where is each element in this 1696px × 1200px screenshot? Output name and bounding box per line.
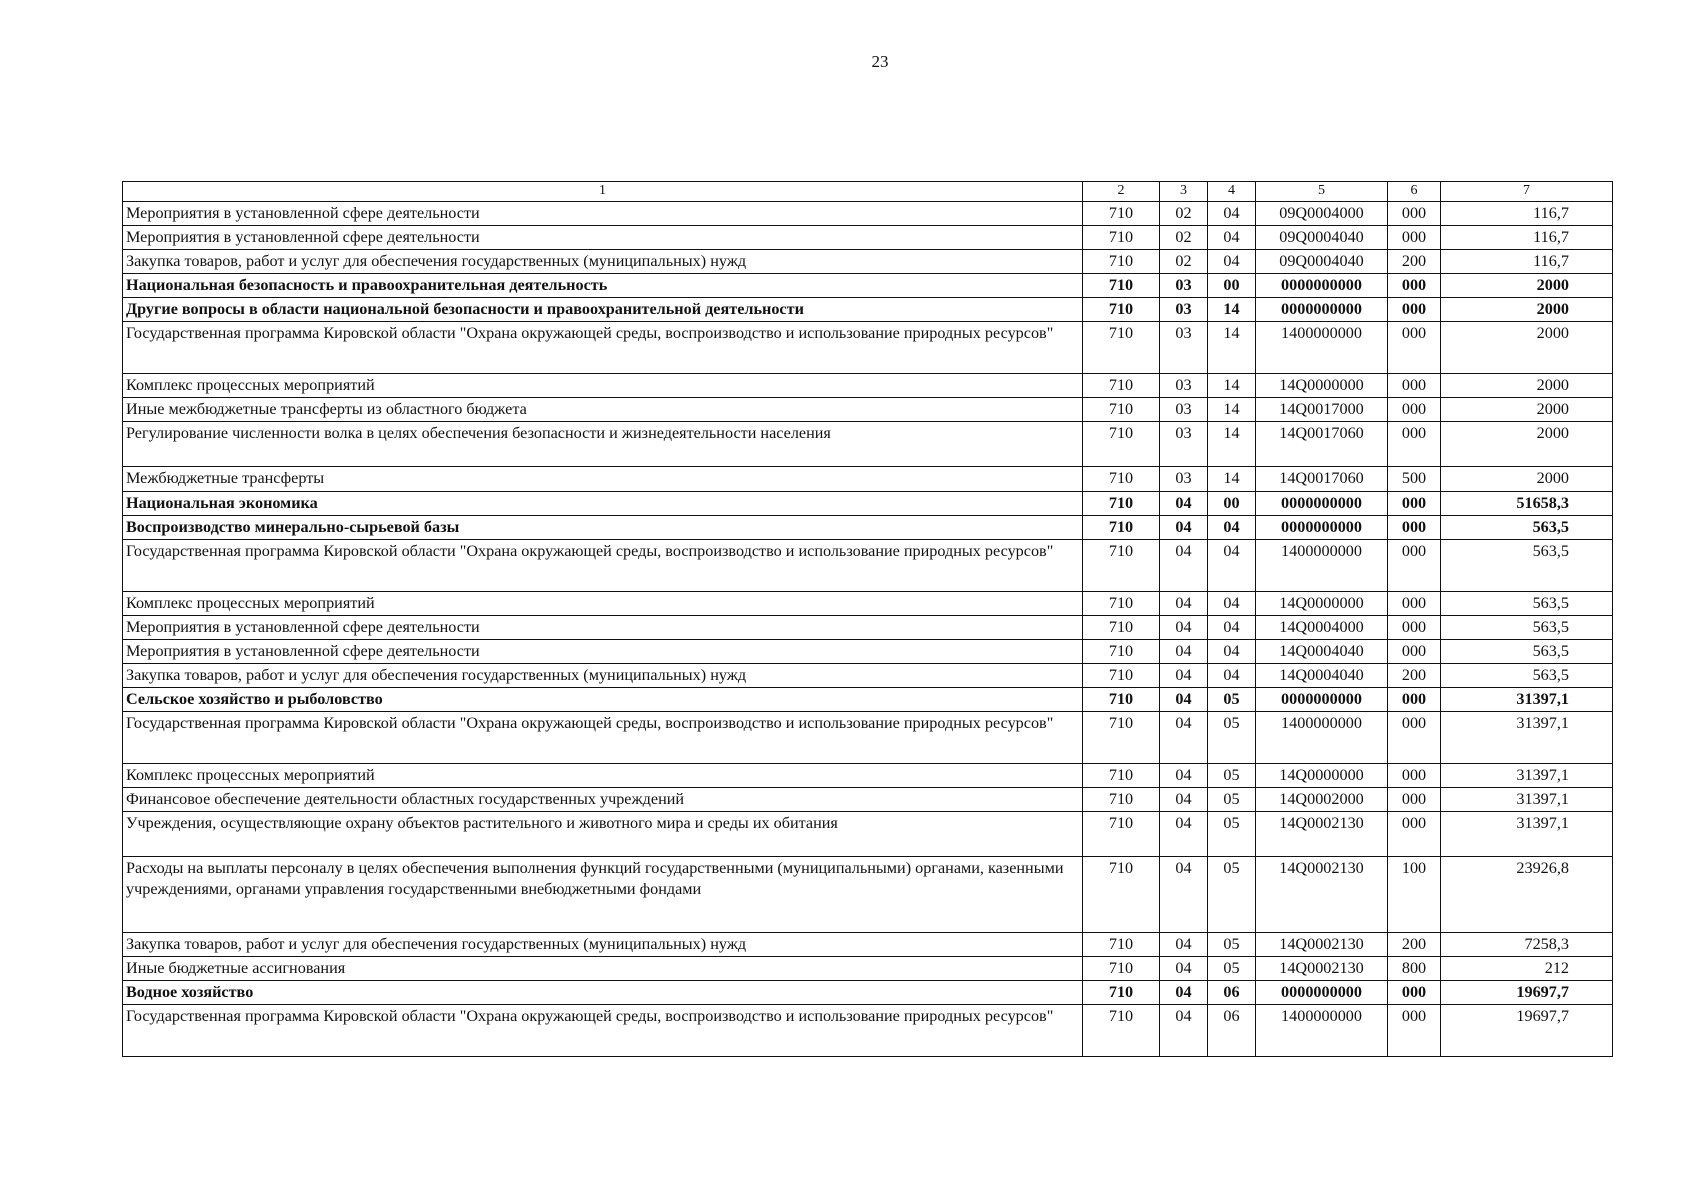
table-row (123, 981, 1613, 1005)
table-row (123, 298, 1613, 322)
subsection-code-cell: 06 (1208, 1005, 1256, 1057)
subsection-code-cell: 04 (1208, 226, 1256, 250)
subsection-code-cell: 04 (1208, 663, 1256, 687)
section-code-cell: 04 (1160, 711, 1208, 763)
amount-cell: 2000 (1441, 422, 1613, 467)
table-row (123, 250, 1613, 274)
expense-type-cell: 100 (1388, 857, 1441, 933)
section-code-cell: 04 (1160, 857, 1208, 933)
amount-cell: 31397,1 (1441, 711, 1613, 763)
expense-type-cell: 000 (1388, 226, 1441, 250)
page-number: 23 (871, 52, 889, 71)
expense-type-cell: 000 (1388, 981, 1441, 1005)
subsection-code-cell: 05 (1208, 857, 1256, 933)
subsection-code-cell: 00 (1208, 274, 1256, 298)
expense-type-cell: 000 (1388, 202, 1441, 226)
grbs-code-cell: 710 (1083, 422, 1160, 467)
grbs-code-cell: 710 (1083, 639, 1160, 663)
expense-type-cell: 000 (1388, 374, 1441, 398)
grbs-code-cell: 710 (1083, 250, 1160, 274)
expense-type-cell: 800 (1388, 957, 1441, 981)
grbs-code-cell: 710 (1083, 763, 1160, 787)
target-article-cell: 09Q0004000 (1256, 202, 1388, 226)
grbs-code-cell: 710 (1083, 615, 1160, 639)
grbs-code-cell: 710 (1083, 274, 1160, 298)
section-code-cell: 04 (1160, 591, 1208, 615)
amount-cell: 2000 (1441, 467, 1613, 491)
target-article-cell: 14Q0017000 (1256, 398, 1388, 422)
expense-type-cell: 200 (1388, 933, 1441, 957)
table-row (123, 615, 1613, 639)
row-name-cell: Государственная программа Кировской области "Охрана окружающей среды, воспроизводство и использование природных ресурсов" (123, 711, 1083, 763)
row-name-cell: Другие вопросы в области национальной безопасности и правоохранительной деятельности (123, 298, 1083, 322)
grbs-code-cell: 710 (1083, 857, 1160, 933)
section-code-cell: 04 (1160, 981, 1208, 1005)
section-code-cell: 04 (1160, 933, 1208, 957)
table-row (123, 711, 1613, 763)
target-article-cell: 0000000000 (1256, 274, 1388, 298)
subsection-code-cell: 05 (1208, 812, 1256, 857)
expense-type-cell: 000 (1388, 491, 1441, 515)
row-name-cell: Межбюджетные трансферты (123, 467, 1083, 491)
expense-type-cell: 000 (1388, 298, 1441, 322)
target-article-cell: 0000000000 (1256, 515, 1388, 539)
expense-type-cell: 000 (1388, 274, 1441, 298)
grbs-code-cell: 710 (1083, 398, 1160, 422)
expense-type-cell: 200 (1388, 250, 1441, 274)
row-name-cell: Государственная программа Кировской области "Охрана окружающей среды, воспроизводство и использование природных ресурсов" (123, 1005, 1083, 1057)
table-row (123, 515, 1613, 539)
subsection-code-cell: 00 (1208, 491, 1256, 515)
section-code-cell: 03 (1160, 298, 1208, 322)
section-code-cell: 04 (1160, 687, 1208, 711)
section-code-cell: 03 (1160, 422, 1208, 467)
subsection-code-cell: 14 (1208, 467, 1256, 491)
subsection-code-cell: 05 (1208, 788, 1256, 812)
target-article-cell: 14Q0004040 (1256, 639, 1388, 663)
section-code-cell: 04 (1160, 491, 1208, 515)
target-article-cell: 0000000000 (1256, 298, 1388, 322)
target-article-cell: 1400000000 (1256, 1005, 1388, 1057)
row-name-cell: Национальная безопасность и правоохранительная деятельность (123, 274, 1083, 298)
row-name-cell: Водное хозяйство (123, 981, 1083, 1005)
amount-cell: 212 (1441, 957, 1613, 981)
amount-cell: 31397,1 (1441, 687, 1613, 711)
row-name-cell: Закупка товаров, работ и услуг для обеспечения государственных (муниципальных) нужд (123, 933, 1083, 957)
expense-type-cell: 000 (1388, 1005, 1441, 1057)
section-code-cell: 02 (1160, 202, 1208, 226)
amount-cell: 2000 (1441, 398, 1613, 422)
expense-type-cell: 000 (1388, 812, 1441, 857)
subsection-code-cell: 05 (1208, 933, 1256, 957)
row-name-cell: Мероприятия в установленной сфере деятельности (123, 639, 1083, 663)
grbs-code-cell: 710 (1083, 933, 1160, 957)
table-row (123, 467, 1613, 491)
row-name-cell: Регулирование численности волка в целях обеспечения безопасности и жизнедеятельности населения (123, 422, 1083, 467)
section-code-cell: 03 (1160, 322, 1208, 374)
target-article-cell: 14Q0017060 (1256, 422, 1388, 467)
table-row (123, 202, 1613, 226)
row-name-cell: Комплекс процессных мероприятий (123, 374, 1083, 398)
section-code-cell: 04 (1160, 1005, 1208, 1057)
row-name-cell: Финансовое обеспечение деятельности областных государственных учреждений (123, 788, 1083, 812)
header-cell: 1 (123, 182, 1083, 202)
subsection-code-cell: 05 (1208, 763, 1256, 787)
row-name-cell: Государственная программа Кировской области "Охрана окружающей среды, воспроизводство и использование природных ресурсов" (123, 539, 1083, 591)
table-row (123, 1005, 1613, 1057)
target-article-cell: 1400000000 (1256, 539, 1388, 591)
row-name-cell: Мероприятия в установленной сфере деятельности (123, 615, 1083, 639)
table-row (123, 788, 1613, 812)
table-row (123, 957, 1613, 981)
amount-cell: 19697,7 (1441, 981, 1613, 1005)
amount-cell: 563,5 (1441, 639, 1613, 663)
grbs-code-cell: 710 (1083, 711, 1160, 763)
grbs-code-cell: 710 (1083, 491, 1160, 515)
row-name-cell: Национальная экономика (123, 491, 1083, 515)
row-name-cell: Воспроизводство минерально-сырьевой базы (123, 515, 1083, 539)
amount-cell: 563,5 (1441, 663, 1613, 687)
amount-cell: 23926,8 (1441, 857, 1613, 933)
header-cell: 6 (1388, 182, 1441, 202)
subsection-code-cell: 14 (1208, 322, 1256, 374)
amount-cell: 7258,3 (1441, 933, 1613, 957)
subsection-code-cell: 04 (1208, 202, 1256, 226)
header-cell: 3 (1160, 182, 1208, 202)
target-article-cell: 0000000000 (1256, 687, 1388, 711)
section-code-cell: 04 (1160, 615, 1208, 639)
row-name-cell: Иные бюджетные ассигнования (123, 957, 1083, 981)
grbs-code-cell: 710 (1083, 957, 1160, 981)
table-header-row (123, 182, 1613, 202)
subsection-code-cell: 14 (1208, 374, 1256, 398)
table-row (123, 687, 1613, 711)
table-row (123, 663, 1613, 687)
subsection-code-cell: 04 (1208, 639, 1256, 663)
amount-cell: 116,7 (1441, 250, 1613, 274)
target-article-cell: 14Q0002000 (1256, 788, 1388, 812)
expense-type-cell: 000 (1388, 763, 1441, 787)
budget-table (122, 181, 1613, 1057)
amount-cell: 563,5 (1441, 539, 1613, 591)
target-article-cell: 14Q0000000 (1256, 591, 1388, 615)
amount-cell: 2000 (1441, 274, 1613, 298)
row-name-cell: Комплекс процессных мероприятий (123, 591, 1083, 615)
amount-cell: 563,5 (1441, 591, 1613, 615)
grbs-code-cell: 710 (1083, 788, 1160, 812)
section-code-cell: 03 (1160, 398, 1208, 422)
section-code-cell: 04 (1160, 639, 1208, 663)
grbs-code-cell: 710 (1083, 981, 1160, 1005)
amount-cell: 563,5 (1441, 515, 1613, 539)
subsection-code-cell: 04 (1208, 250, 1256, 274)
row-name-cell: Сельское хозяйство и рыболовство (123, 687, 1083, 711)
table-row (123, 539, 1613, 591)
amount-cell: 31397,1 (1441, 788, 1613, 812)
amount-cell: 116,7 (1441, 226, 1613, 250)
table-row (123, 226, 1613, 250)
row-name-cell: Комплекс процессных мероприятий (123, 763, 1083, 787)
table-row (123, 933, 1613, 957)
amount-cell: 116,7 (1441, 202, 1613, 226)
table-row (123, 398, 1613, 422)
subsection-code-cell: 04 (1208, 539, 1256, 591)
table-row (123, 763, 1613, 787)
header-cell: 5 (1256, 182, 1388, 202)
section-code-cell: 03 (1160, 374, 1208, 398)
table-row (123, 639, 1613, 663)
target-article-cell: 14Q0004000 (1256, 615, 1388, 639)
expense-type-cell: 000 (1388, 322, 1441, 374)
grbs-code-cell: 710 (1083, 1005, 1160, 1057)
grbs-code-cell: 710 (1083, 663, 1160, 687)
target-article-cell: 14Q0017060 (1256, 467, 1388, 491)
subsection-code-cell: 05 (1208, 687, 1256, 711)
section-code-cell: 04 (1160, 788, 1208, 812)
section-code-cell: 04 (1160, 812, 1208, 857)
target-article-cell: 0000000000 (1256, 981, 1388, 1005)
section-code-cell: 02 (1160, 250, 1208, 274)
table-row (123, 322, 1613, 374)
grbs-code-cell: 710 (1083, 591, 1160, 615)
grbs-code-cell: 710 (1083, 812, 1160, 857)
grbs-code-cell: 710 (1083, 515, 1160, 539)
header-cell: 2 (1083, 182, 1160, 202)
target-article-cell: 09Q0004040 (1256, 226, 1388, 250)
table-row (123, 422, 1613, 467)
row-name-cell: Мероприятия в установленной сфере деятельности (123, 226, 1083, 250)
grbs-code-cell: 710 (1083, 202, 1160, 226)
target-article-cell: 0000000000 (1256, 491, 1388, 515)
amount-cell: 51658,3 (1441, 491, 1613, 515)
amount-cell: 31397,1 (1441, 812, 1613, 857)
expense-type-cell: 000 (1388, 687, 1441, 711)
grbs-code-cell: 710 (1083, 374, 1160, 398)
grbs-code-cell: 710 (1083, 322, 1160, 374)
row-name-cell: Государственная программа Кировской области "Охрана окружающей среды, воспроизводство и использование природных ресурсов" (123, 322, 1083, 374)
grbs-code-cell: 710 (1083, 539, 1160, 591)
amount-cell: 2000 (1441, 322, 1613, 374)
amount-cell: 19697,7 (1441, 1005, 1613, 1057)
row-name-cell: Иные межбюджетные трансферты из областного бюджета (123, 398, 1083, 422)
expense-type-cell: 000 (1388, 711, 1441, 763)
target-article-cell: 14Q0000000 (1256, 763, 1388, 787)
grbs-code-cell: 710 (1083, 226, 1160, 250)
header-cell: 7 (1441, 182, 1613, 202)
target-article-cell: 1400000000 (1256, 322, 1388, 374)
section-code-cell: 04 (1160, 515, 1208, 539)
target-article-cell: 14Q0002130 (1256, 957, 1388, 981)
subsection-code-cell: 04 (1208, 515, 1256, 539)
row-name-cell: Расходы на выплаты персоналу в целях обеспечения выполнения функций государственными (муниципальными) органами, казенными учреждениями, органами управления государственными внебюджетными фондами (123, 857, 1083, 933)
header-cell: 4 (1208, 182, 1256, 202)
section-code-cell: 03 (1160, 274, 1208, 298)
expense-type-cell: 200 (1388, 663, 1441, 687)
grbs-code-cell: 710 (1083, 687, 1160, 711)
subsection-code-cell: 04 (1208, 615, 1256, 639)
target-article-cell: 09Q0004040 (1256, 250, 1388, 274)
section-code-cell: 04 (1160, 663, 1208, 687)
expense-type-cell: 000 (1388, 615, 1441, 639)
target-article-cell: 14Q0002130 (1256, 857, 1388, 933)
section-code-cell: 04 (1160, 539, 1208, 591)
amount-cell: 2000 (1441, 298, 1613, 322)
target-article-cell: 1400000000 (1256, 711, 1388, 763)
expense-type-cell: 000 (1388, 639, 1441, 663)
expense-type-cell: 000 (1388, 788, 1441, 812)
row-name-cell: Мероприятия в установленной сфере деятельности (123, 202, 1083, 226)
subsection-code-cell: 05 (1208, 711, 1256, 763)
target-article-cell: 14Q0000000 (1256, 374, 1388, 398)
table-row (123, 857, 1613, 933)
section-code-cell: 04 (1160, 763, 1208, 787)
target-article-cell: 14Q0004040 (1256, 663, 1388, 687)
table-row (123, 812, 1613, 857)
subsection-code-cell: 06 (1208, 981, 1256, 1005)
grbs-code-cell: 710 (1083, 467, 1160, 491)
section-code-cell: 02 (1160, 226, 1208, 250)
table-row (123, 491, 1613, 515)
section-code-cell: 03 (1160, 467, 1208, 491)
expense-type-cell: 000 (1388, 539, 1441, 591)
amount-cell: 31397,1 (1441, 763, 1613, 787)
table-row (123, 591, 1613, 615)
expense-type-cell: 500 (1388, 467, 1441, 491)
table-row (123, 274, 1613, 298)
amount-cell: 563,5 (1441, 615, 1613, 639)
target-article-cell: 14Q0002130 (1256, 933, 1388, 957)
amount-cell: 2000 (1441, 374, 1613, 398)
subsection-code-cell: 05 (1208, 957, 1256, 981)
expense-type-cell: 000 (1388, 422, 1441, 467)
section-code-cell: 04 (1160, 957, 1208, 981)
subsection-code-cell: 14 (1208, 298, 1256, 322)
expense-type-cell: 000 (1388, 591, 1441, 615)
row-name-cell: Учреждения, осуществляющие охрану объектов растительного и животного мира и среды их обитания (123, 812, 1083, 857)
table-row (123, 374, 1613, 398)
row-name-cell: Закупка товаров, работ и услуг для обеспечения государственных (муниципальных) нужд (123, 663, 1083, 687)
table-body (123, 182, 1613, 1057)
subsection-code-cell: 14 (1208, 422, 1256, 467)
expense-type-cell: 000 (1388, 515, 1441, 539)
grbs-code-cell: 710 (1083, 298, 1160, 322)
row-name-cell: Закупка товаров, работ и услуг для обеспечения государственных (муниципальных) нужд (123, 250, 1083, 274)
subsection-code-cell: 14 (1208, 398, 1256, 422)
subsection-code-cell: 04 (1208, 591, 1256, 615)
target-article-cell: 14Q0002130 (1256, 812, 1388, 857)
expense-type-cell: 000 (1388, 398, 1441, 422)
